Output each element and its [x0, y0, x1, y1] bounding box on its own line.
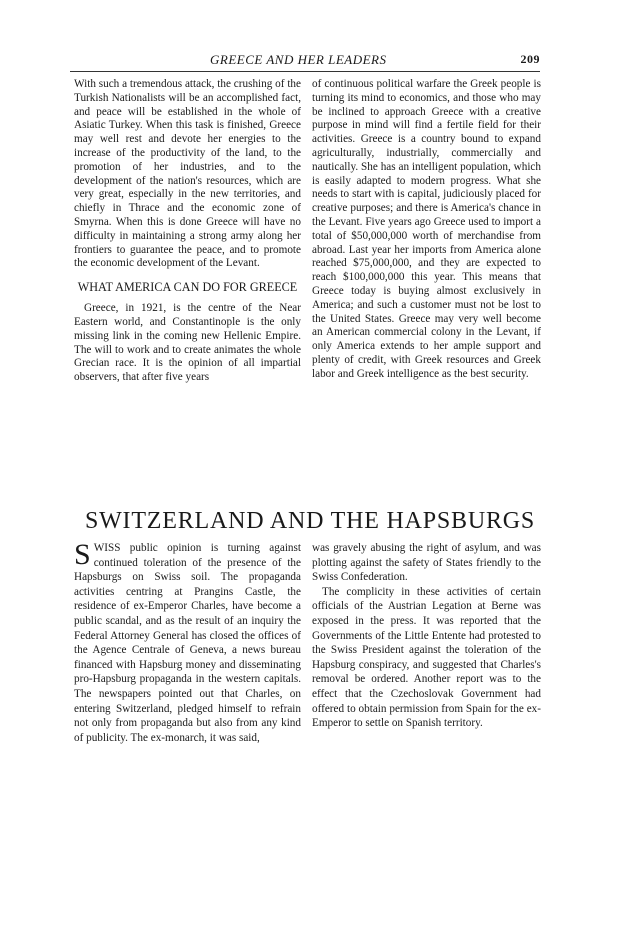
running-head-title: GREECE AND HER LEADERS	[210, 52, 387, 67]
greece-subheading: WHAT AMERICA CAN DO FOR GREECE	[77, 280, 298, 295]
switzerland-paragraph-1	[74, 538, 301, 745]
greece-column-2	[312, 78, 541, 382]
switzerland-paragraph-1-text: WISS public opinion is turning against continued toleration of the presence of the Hapsburgs on Swiss soil. The propaganda activities centring at Prangins Castle, the residence of ex-Emperor Charles, have become a public scandal, and as the result of an inquiry the Federal Attorney General has closed the offices of the Agence Centrale of Geneva, a news bureau financed with Hapsburg money and disseminating pro-Hapsburg propaganda in the western capitals. The newspapers pointed out that Charles, on entering Switzerland, pledged himself to refrain not only from propaganda but also from any kind of publicity. The ex-monarch, it was said,	[74, 542, 301, 744]
switzerland-paragraph-3: The complicity in these activities of certain officials of the Austrian Legation at Berne was exposed in the press. It was reported that the Governments of the Little Entente had protested to the Swiss President against the toleration of the Hapsburg conspiracy, and suggested that Charles's removal be ordered. Another report was to the effect that the Czechoslovak Government had offered to obtain permission from Spain for the ex-Emperor to settle on Spanish territory.	[312, 585, 541, 730]
switzerland-article-title: SWITZERLAND AND THE HAPSBURGS	[84, 508, 536, 534]
greece-paragraph-3: of continuous political warfare the Greek people is turning its mind to economics, and those who may be inclined to approach Greece with a creative purpose in mind will find a fertile field for their activities. Greece is a country bound to expand agriculturally, industrially, commercially and nautically. She has an intelligent population, which is easily adapted to modern progress. What she needs to start with is capital, judiciously placed for creative purposes; and there is America's chance in the Levant. Five years ago Greece used to import a total of $50,000,000 worth of merchandise from abroad. Last year her imports from America alone reached $75,000,000, and they are expected to reach $100,000,000 this year. This means that Greece today is buying almost exclusively in America; and such a customer must not be lost to the United States. Greece may very well become an American commercial colony in the Levant, if only America extends to her ample support and plenty of credit, with Greek resources and Greek labor and Greek intelligence as the best security.	[312, 78, 541, 380]
page-number: 209	[520, 52, 540, 66]
switzerland-column-1	[74, 538, 301, 745]
drop-cap: S	[74, 538, 91, 571]
greece-paragraph-1: With such a tremendous attack, the crushing of the Turkish Nationalists will be an accomplished fact, and peace will be established in the whole of Asiatic Turkey. When this task is finished, Greece may well rest and devote her energies to the increase of the productivity of the land, to the promotion of her industries, and to the development of the nation's resources, which are very great, especially in the new territories, and chiefly in Thrace and the economic zone of Smyrna. When this is done Greece will have no difficulty in maintaining a strong army along her frontiers to guarantee the peace, and to promote the economic development of the Levant.	[74, 78, 301, 270]
switzerland-paragraph-2: was gravely abusing the right of asylum, and was plotting against the safety of States friendly to the Swiss Confederation.	[312, 542, 541, 584]
running-head	[70, 52, 540, 70]
switzerland-column-2	[312, 541, 541, 731]
greece-paragraph-2: Greece, in 1921, is the centre of the Near Eastern world, and Constantinople is the only missing link in the coming new Hellenic Empire. The will to work and to create animates the whole Grecian race. It is the opinion of all impartial observers, that after five years	[74, 302, 301, 384]
header-rule	[70, 71, 540, 72]
greece-column-1	[74, 78, 301, 385]
